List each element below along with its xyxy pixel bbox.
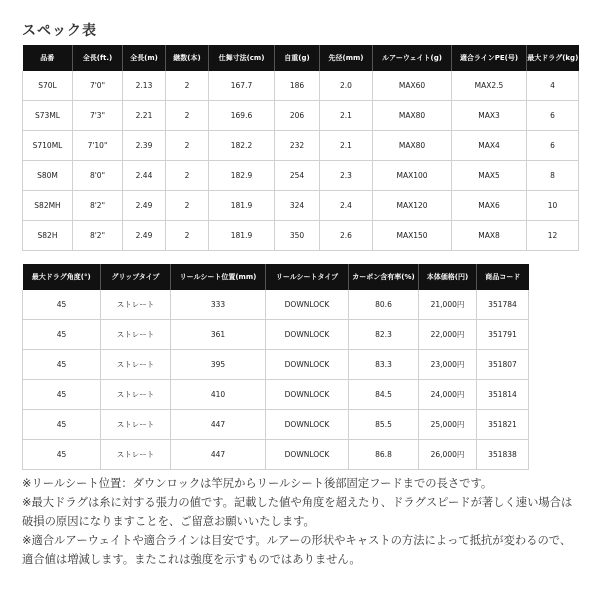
table-cell: ストレート: [101, 440, 171, 470]
table-cell: MAX5: [452, 161, 527, 191]
table-cell: 361: [171, 320, 266, 350]
table-cell: 22,000円: [419, 320, 477, 350]
column-header: リールシート位置(mm): [171, 264, 266, 290]
notes: [22, 474, 582, 569]
table-cell: S710ML: [23, 131, 73, 161]
table-cell: 182.9: [209, 161, 275, 191]
table-header-row: [23, 264, 529, 290]
page-title: スペック表: [22, 23, 97, 39]
table-cell: 45: [23, 290, 101, 320]
table-row: [23, 380, 529, 410]
table-cell: ストレート: [101, 290, 171, 320]
table-cell: 80.6: [349, 290, 419, 320]
column-header: 最大ドラグ角度(°): [23, 264, 101, 290]
table-cell: 2.39: [123, 131, 166, 161]
table-cell: 10: [527, 191, 579, 221]
table-cell: 45: [23, 380, 101, 410]
table-cell: 447: [171, 440, 266, 470]
table-cell: S70L: [23, 71, 73, 101]
column-header: 適合ラインPE(号): [452, 45, 527, 71]
table-cell: 12: [527, 221, 579, 251]
table-cell: MAX100: [373, 161, 452, 191]
table-cell: ストレート: [101, 380, 171, 410]
table-cell: 45: [23, 440, 101, 470]
table-row: [23, 131, 579, 161]
table-row: [23, 320, 529, 350]
table-cell: 8: [527, 161, 579, 191]
table-cell: S80M: [23, 161, 73, 191]
table-cell: MAX3: [452, 101, 527, 131]
table-header-row: [23, 45, 579, 71]
table-cell: ストレート: [101, 320, 171, 350]
table-cell: 333: [171, 290, 266, 320]
table-cell: 4: [527, 71, 579, 101]
table-cell: 26,000円: [419, 440, 477, 470]
table-cell: 186: [275, 71, 320, 101]
table-cell: 351814: [477, 380, 529, 410]
table-cell: DOWNLOCK: [266, 380, 349, 410]
column-header: 最大ドラグ(kg): [527, 45, 579, 71]
table-cell: MAX8: [452, 221, 527, 251]
table-cell: 2: [166, 221, 209, 251]
table-cell: DOWNLOCK: [266, 350, 349, 380]
table-cell: 2.49: [123, 191, 166, 221]
table-cell: 6: [527, 101, 579, 131]
spec-table-2: [22, 264, 529, 470]
table-cell: DOWNLOCK: [266, 440, 349, 470]
table-row: [23, 410, 529, 440]
table-cell: 232: [275, 131, 320, 161]
column-header: グリップタイプ: [101, 264, 171, 290]
table-cell: 2: [166, 161, 209, 191]
column-header: 全長(m): [123, 45, 166, 71]
table-cell: 2.1: [320, 101, 373, 131]
table-cell: 2: [166, 101, 209, 131]
table-cell: 8'2": [73, 191, 123, 221]
table-cell: 2.6: [320, 221, 373, 251]
table-cell: 351784: [477, 290, 529, 320]
column-header: 全長(ft.): [73, 45, 123, 71]
column-header: カーボン含有率(%): [349, 264, 419, 290]
table-cell: 6: [527, 131, 579, 161]
table-cell: 45: [23, 410, 101, 440]
table-row: [23, 221, 579, 251]
table-cell: 7'3": [73, 101, 123, 131]
column-header: 本体価格(円): [419, 264, 477, 290]
column-header: 品番: [23, 45, 73, 71]
table-cell: MAX6: [452, 191, 527, 221]
table-cell: 324: [275, 191, 320, 221]
table-cell: 182.2: [209, 131, 275, 161]
table-cell: 2: [166, 191, 209, 221]
table-cell: 350: [275, 221, 320, 251]
table-row: [23, 350, 529, 380]
table-cell: 351807: [477, 350, 529, 380]
table-cell: 2.13: [123, 71, 166, 101]
table-cell: 351838: [477, 440, 529, 470]
table-cell: DOWNLOCK: [266, 290, 349, 320]
table-cell: DOWNLOCK: [266, 410, 349, 440]
table-cell: MAX80: [373, 101, 452, 131]
table-row: [23, 101, 579, 131]
table-cell: 447: [171, 410, 266, 440]
table-cell: S73ML: [23, 101, 73, 131]
column-header: ルアーウェイト(g): [373, 45, 452, 71]
table-cell: 2.4: [320, 191, 373, 221]
table-cell: 2.3: [320, 161, 373, 191]
table-cell: 21,000円: [419, 290, 477, 320]
table-cell: 24,000円: [419, 380, 477, 410]
column-header: 先径(mm): [320, 45, 373, 71]
note-max-drag: ※最大ドラグは糸に対する張力の値です。記載した値や角度を超えたり、ドラグスピードが著しく速い場合は破損の原因になりますことを、ご留意お願いいたします。: [22, 496, 573, 528]
table-cell: MAX60: [373, 71, 452, 101]
table-cell: 2.44: [123, 161, 166, 191]
table-row: [23, 440, 529, 470]
table-cell: 23,000円: [419, 350, 477, 380]
column-header: 商品コード: [477, 264, 529, 290]
table-cell: 7'0": [73, 71, 123, 101]
table-cell: 2.49: [123, 221, 166, 251]
table-cell: 8'2": [73, 221, 123, 251]
table-cell: S82H: [23, 221, 73, 251]
column-header: 自重(g): [275, 45, 320, 71]
column-header: 仕舞寸法(cm): [209, 45, 275, 71]
table-cell: MAX80: [373, 131, 452, 161]
table-cell: MAX4: [452, 131, 527, 161]
table-cell: 2: [166, 131, 209, 161]
table-cell: MAX2.5: [452, 71, 527, 101]
column-header: リールシートタイプ: [266, 264, 349, 290]
table-cell: 82.3: [349, 320, 419, 350]
table-row: [23, 290, 529, 320]
spec-table-1: [22, 45, 579, 251]
column-header: 継数(本): [166, 45, 209, 71]
table-cell: 8'0": [73, 161, 123, 191]
table-cell: DOWNLOCK: [266, 320, 349, 350]
table-cell: 2.1: [320, 131, 373, 161]
table-cell: 169.6: [209, 101, 275, 131]
table-cell: 351821: [477, 410, 529, 440]
table-cell: 181.9: [209, 221, 275, 251]
table-row: [23, 161, 579, 191]
table-cell: 395: [171, 350, 266, 380]
table-cell: S82MH: [23, 191, 73, 221]
table-cell: 351791: [477, 320, 529, 350]
table-cell: 2: [166, 71, 209, 101]
table-cell: MAX150: [373, 221, 452, 251]
table-cell: 25,000円: [419, 410, 477, 440]
table-cell: 7'10": [73, 131, 123, 161]
table-cell: 45: [23, 350, 101, 380]
table-cell: 86.8: [349, 440, 419, 470]
table-cell: 254: [275, 161, 320, 191]
table-cell: ストレート: [101, 410, 171, 440]
table-cell: 167.7: [209, 71, 275, 101]
table-cell: 85.5: [349, 410, 419, 440]
table-cell: 83.3: [349, 350, 419, 380]
table-cell: 410: [171, 380, 266, 410]
note-compatibility: ※適合ルアーウェイトや適合ラインは目安です。ルアーの形状やキャストの方法によって抵抗が変わるので、適合値は増減します。またこれは強度を示すものではありません。: [22, 534, 572, 566]
note-reel-seat: ※リールシート位置：ダウンロックは竿尻からリールシート後部固定フードまでの長さです。: [22, 477, 493, 490]
table-row: [23, 71, 579, 101]
table-cell: 45: [23, 320, 101, 350]
table-cell: 206: [275, 101, 320, 131]
table-cell: MAX120: [373, 191, 452, 221]
table-cell: 2.0: [320, 71, 373, 101]
table-row: [23, 191, 579, 221]
table-cell: 2.21: [123, 101, 166, 131]
table-cell: 181.9: [209, 191, 275, 221]
table-cell: 84.5: [349, 380, 419, 410]
table-cell: ストレート: [101, 350, 171, 380]
